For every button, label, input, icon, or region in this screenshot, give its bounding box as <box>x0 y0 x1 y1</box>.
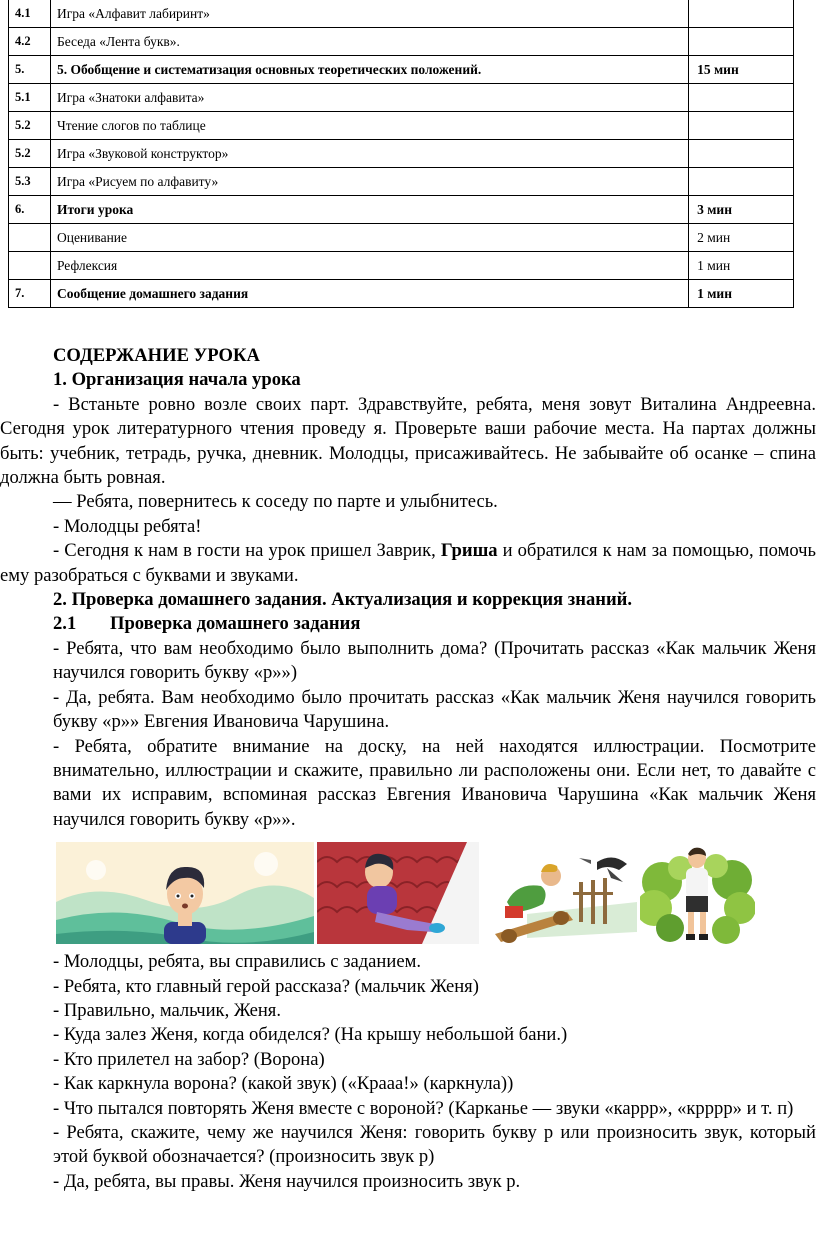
row-time: 2 мин <box>689 224 794 252</box>
row-number: 4.1 <box>9 0 51 28</box>
table-row <box>9 168 794 196</box>
table-row <box>9 28 794 56</box>
row-number: 5.3 <box>9 168 51 196</box>
row-time <box>689 0 794 28</box>
paragraph: - Молодцы, ребята, вы справились с заданием. <box>53 951 421 973</box>
paragraph: - Ребята, кто главный герой рассказа? (мальчик Женя) <box>53 975 479 997</box>
paragraph: - Да, ребята. Вам необходимо было прочитать рассказ «Как мальчик Женя научился говорить букву «р»» Евгения Ивановича Чарушина. <box>53 686 816 733</box>
row-number: 5.1 <box>9 84 51 112</box>
paragraph: - Ребята, что вам необходимо было выполнить дома? (Прочитать рассказ «Как мальчик Женя научился говорить букву «р»») <box>53 637 816 684</box>
row-activity: Игра «Алфавит лабиринт» <box>50 0 688 28</box>
row-activity: Игра «Знатоки алфавита» <box>50 84 688 112</box>
boy-landscape-illustration <box>56 842 314 944</box>
paragraph: - Что пытался повторять Женя вместе с вороной? (Карканье — звуки «каррр», «крррр» и т. п) <box>53 1097 794 1119</box>
paragraph: - Правильно, мальчик, Женя. <box>53 999 281 1021</box>
row-time: 15 мин <box>689 56 794 84</box>
table-row <box>9 252 794 280</box>
row-activity: Рефлексия <box>50 252 688 280</box>
row-time <box>689 28 794 56</box>
paragraph: — Ребята, повернитесь к соседу по парте и улыбнитесь. <box>53 491 498 513</box>
row-time <box>689 84 794 112</box>
paragraph: - Ребята, скажите, чему же научился Женя: говорить букву р или произносить звук, который этой буквой обозначается? (произносить звук р) <box>53 1121 816 1168</box>
lesson-content <box>0 344 816 1194</box>
boy-in-bushes-illustration <box>640 842 755 946</box>
row-number: 4.2 <box>9 28 51 56</box>
table-row <box>9 56 794 84</box>
table-row <box>9 196 794 224</box>
row-activity: Чтение слогов по таблице <box>50 112 688 140</box>
section-2-heading: 2. Проверка домашнего задания. Актуализация и коррекция знаний. <box>53 589 633 611</box>
row-time <box>689 140 794 168</box>
boy-and-crow-illustration <box>487 842 637 946</box>
paragraph: - Молодцы ребята! <box>53 515 202 537</box>
row-activity: Сообщение домашнего задания <box>50 280 688 308</box>
row-activity: Игра «Рисуем по алфавиту» <box>50 168 688 196</box>
row-time <box>689 112 794 140</box>
row-time: 1 мин <box>689 280 794 308</box>
paragraph: - Ребята, обратите внимание на доску, на ней находятся иллюстрации. Посмотрите внимательно, иллюстрации и скажите, правильно ли расположены они. Если нет, то давайте с вами их исправим, вспоминая рассказ Евгения Ивановича Чарушина «Как мальчик Женя научился говорить букву «р»». <box>53 735 816 830</box>
row-number: 7. <box>9 280 51 308</box>
table-row <box>9 140 794 168</box>
table-row <box>9 280 794 308</box>
row-time: 1 мин <box>689 252 794 280</box>
row-time <box>689 168 794 196</box>
paragraph: - Кто прилетел на забор? (Ворона) <box>53 1048 325 1070</box>
row-number <box>9 252 51 280</box>
paragraph: - Сегодня к нам в гости на урок пришел Заврик, Гриша и обратился к нам за помощью, помочь ему разобраться с буквами и звуками. <box>0 540 816 586</box>
row-activity: Игра «Звуковой конструктор» <box>50 140 688 168</box>
lesson-plan-table <box>8 0 794 308</box>
row-activity: Итоги урока <box>50 196 688 224</box>
table-row <box>9 112 794 140</box>
content-title: СОДЕРЖАНИЕ УРОКА <box>53 345 260 366</box>
table-row <box>9 84 794 112</box>
table-row <box>9 0 794 28</box>
paragraph: - Встаньте ровно возле своих парт. Здравствуйте, ребята, меня зовут Виталина Андреевна. Сегодня урок литературного чтения проведу я. Проверьте ваши рабочие места. На партах должны быть: учебник, тетрадь, ручка, дневник. Молодцы, присаживайтесь. Не забывайте об осанке – спина должна быть ровная. <box>0 393 816 489</box>
paragraph: - Да, ребята, вы правы. Женя научился произносить звук р. <box>53 1170 521 1192</box>
row-activity: 5. Обобщение и систематизация основных теоретических положений. <box>50 56 688 84</box>
table-row <box>9 224 794 252</box>
row-number: 5.2 <box>9 140 51 168</box>
illustrations-row <box>0 842 816 946</box>
section-1-heading: 1. Организация начала урока <box>53 369 301 391</box>
row-number: 5. <box>9 56 51 84</box>
row-activity: Оценивание <box>50 224 688 252</box>
paragraph: - Как каркнула ворона? (какой звук) («Крааа!» (каркнула)) <box>53 1073 514 1095</box>
row-time: 3 мин <box>689 196 794 224</box>
subsection-heading: 2.1 Проверка домашнего задания <box>53 613 361 635</box>
row-number: 5.2 <box>9 112 51 140</box>
paragraph: - Куда залез Женя, когда обиделся? (На крышу небольшой бани.) <box>53 1024 568 1046</box>
row-activity: Беседа «Лента букв». <box>50 28 688 56</box>
row-number <box>9 224 51 252</box>
row-number: 6. <box>9 196 51 224</box>
boy-on-roof-illustration <box>317 842 479 944</box>
character-name: Гриша <box>440 540 498 562</box>
